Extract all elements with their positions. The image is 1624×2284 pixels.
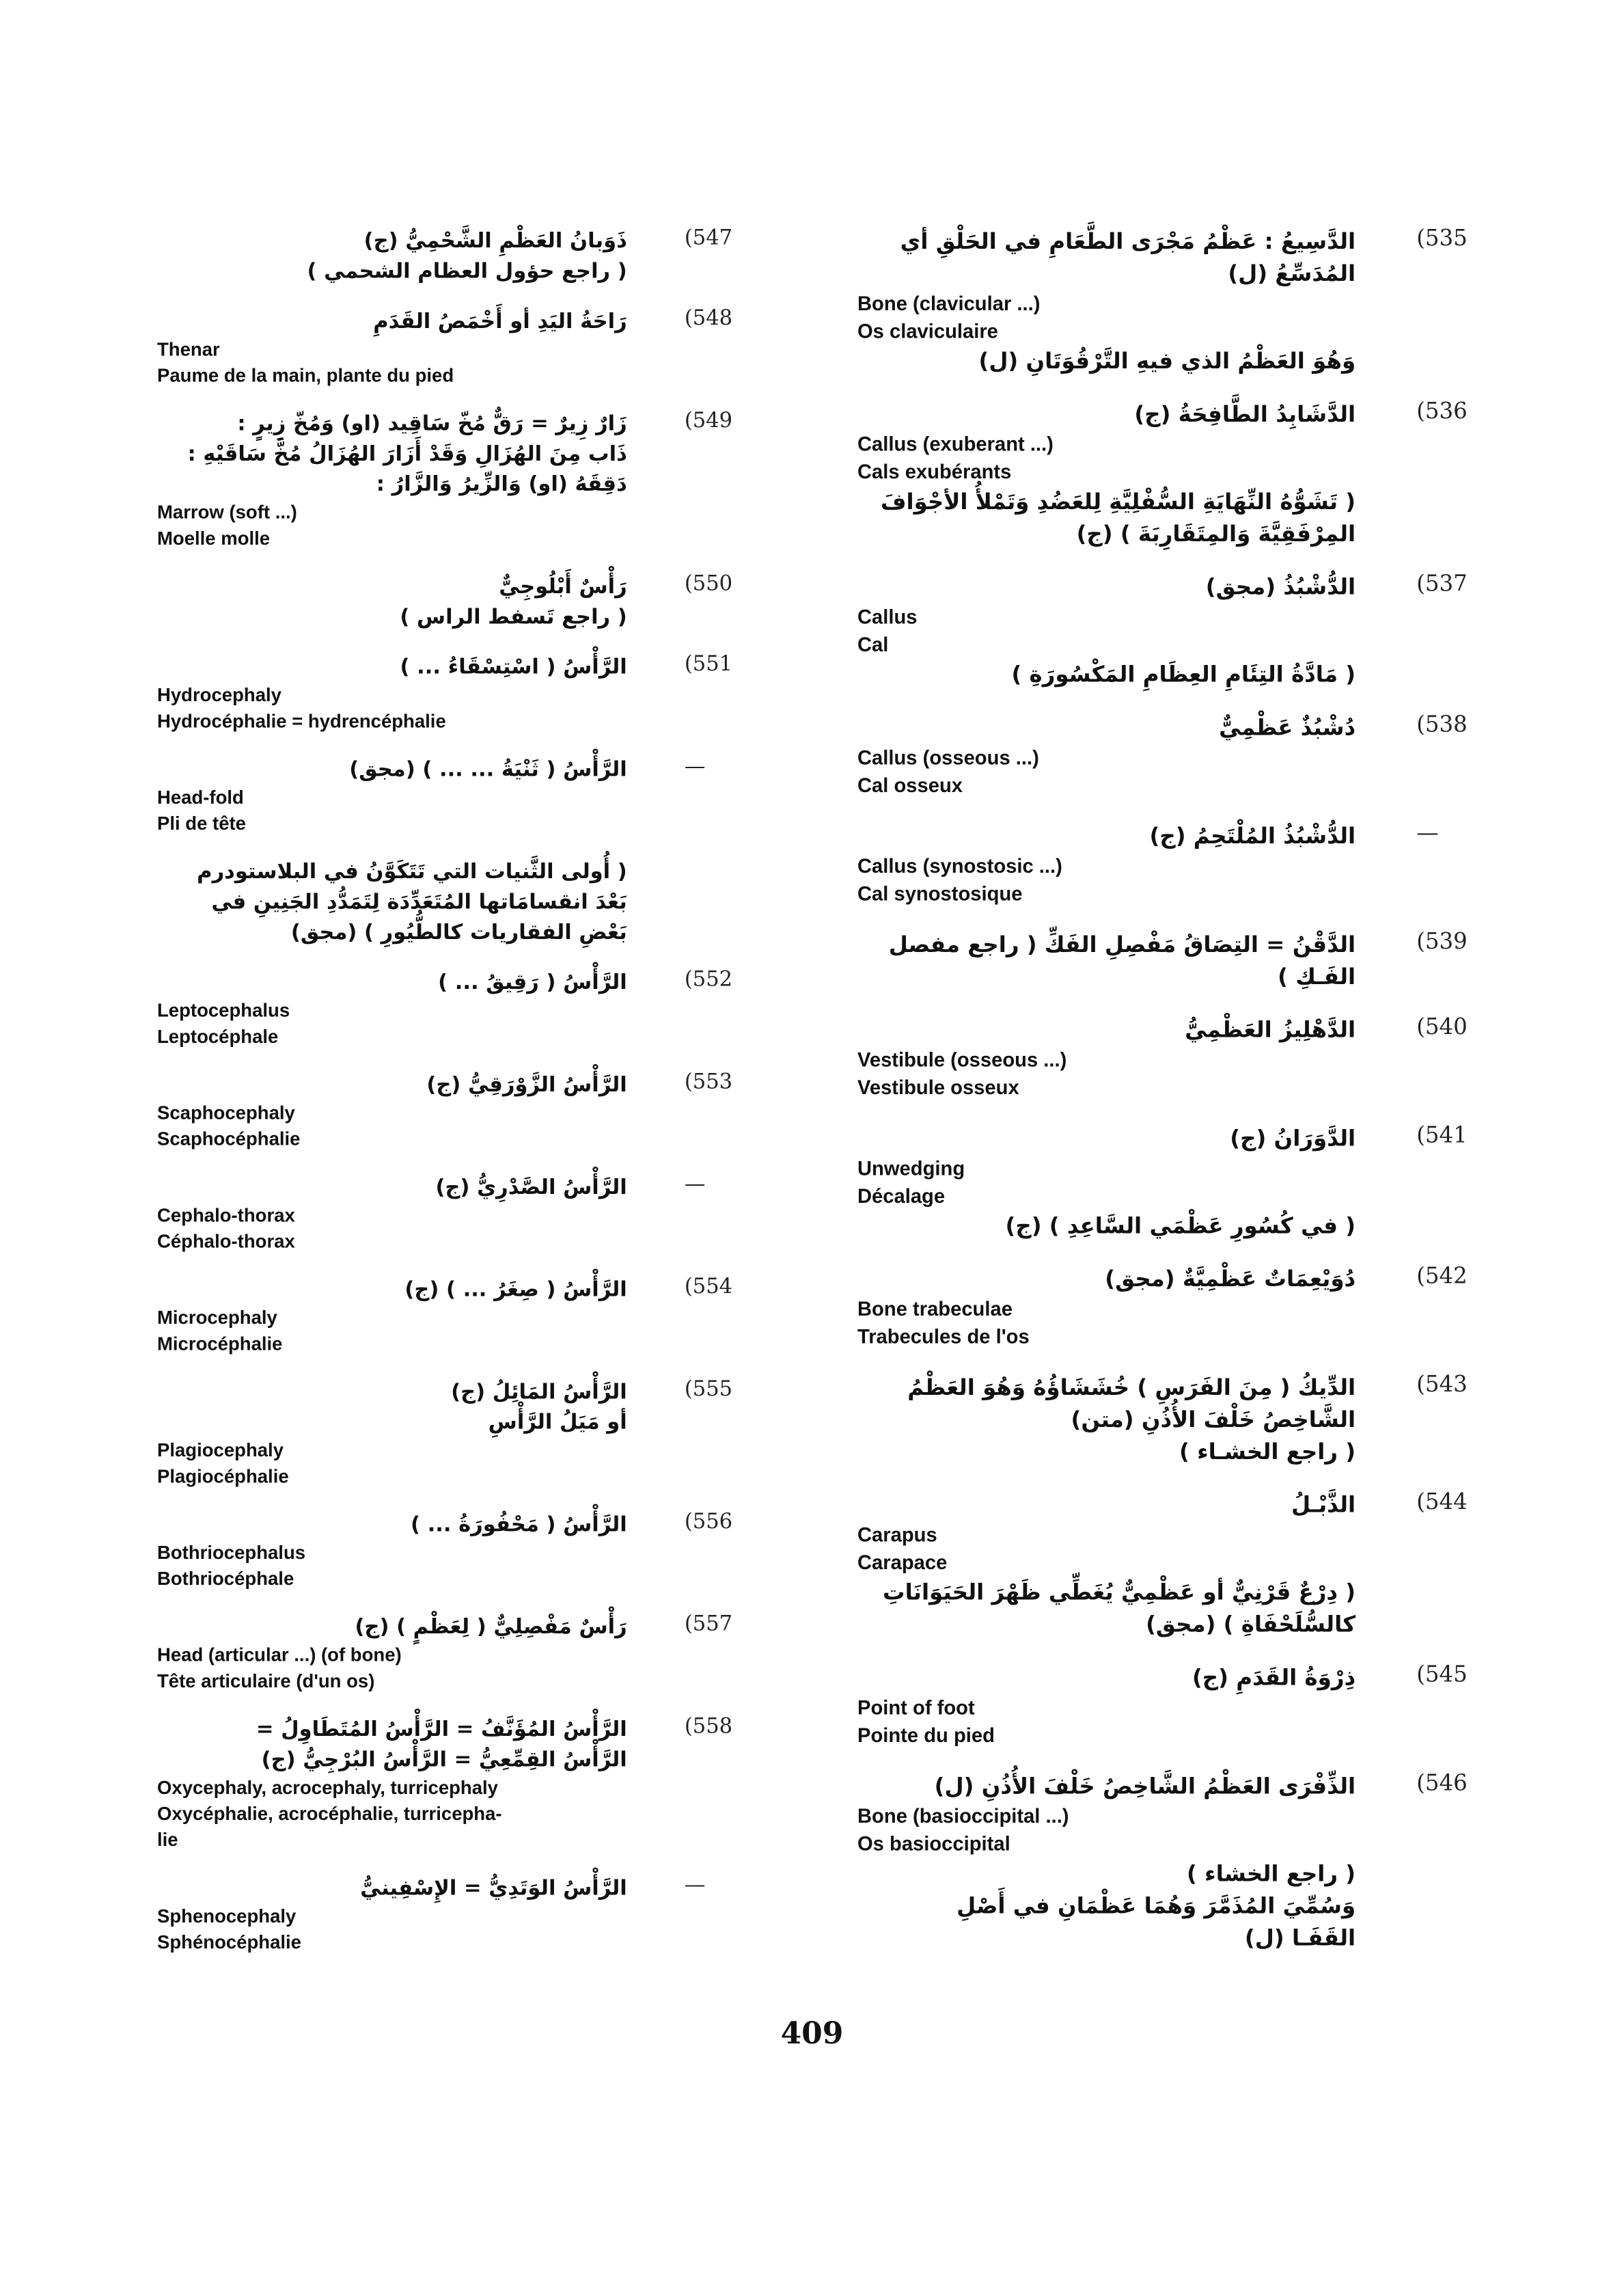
latin-term: Bothriocephalus xyxy=(157,1541,306,1564)
entry-number: (551 xyxy=(684,651,733,676)
dictionary-entry xyxy=(857,1014,1468,1102)
entry-number: (537 xyxy=(1416,571,1468,597)
dictionary-entry xyxy=(857,226,1468,377)
latin-term: Marrow (soft ...) xyxy=(157,501,297,523)
latin-term: Tête articulaire (d'un os) xyxy=(157,1670,375,1692)
arabic-term: الدَّهْلِيزُ العَظْمِيُّ xyxy=(1185,1017,1356,1043)
arabic-term: الرَّأْسُ ( اسْتِسْقَاءُ ... ) xyxy=(400,655,627,679)
latin-term: Callus (exuberant ...) xyxy=(857,432,1054,456)
arabic-note: ( مَادَّةُ التِئَامِ العِظَامِ المَكْسُورَةِ ) xyxy=(1011,662,1356,688)
arabic-term: الرَّأْسُ المُؤَنَّفُ = الرَّأْسُ المُتَطَاوِلُ = xyxy=(256,1717,627,1741)
arabic-term: الدُّشْبُذُ المُلْتَحِمُ (ج) xyxy=(1149,823,1356,849)
latin-term: lie xyxy=(157,1829,178,1851)
latin-term: Sphenocephaly xyxy=(157,1905,297,1927)
entry-number: — xyxy=(1416,820,1439,846)
arabic-term: الرَّأْسُ الزَّوْرَقِيُّ (ج) xyxy=(426,1072,627,1097)
latin-term: Bone (basioccipital ...) xyxy=(857,1804,1069,1827)
latin-term: Carapus xyxy=(857,1523,937,1547)
entry-number: (556 xyxy=(684,1509,733,1534)
dictionary-entry xyxy=(157,651,733,735)
arabic-note: ( في كُسُورِ عَظْمَي السَّاعِدِ ) (ج) xyxy=(1005,1213,1356,1239)
arabic-note: ( راجع الخشاء ) xyxy=(1187,1861,1356,1887)
latin-term: Carapace xyxy=(857,1551,948,1574)
arabic-note: ( دِرْعٌ قَرْنِيٌّ أو عَظْمِيٌّ يُغَطِّي ظَهْرَ الحَيَوَانَاتِ xyxy=(883,1579,1356,1605)
arabic-term: الرَّأْسُ ( مَحْفُورَةُ ... ) xyxy=(411,1512,627,1537)
arabic-term: الرَّأْسُ المَائِلُ (ج) xyxy=(451,1379,627,1404)
entry-number: — xyxy=(684,1171,706,1196)
arabic-term: ( راجع الخشـاء ) xyxy=(1179,1439,1356,1465)
latin-term: Microcéphalie xyxy=(157,1333,283,1355)
latin-term: Plagiocéphalie xyxy=(157,1465,289,1487)
entry-number: (558 xyxy=(684,1713,733,1739)
dictionary-entry xyxy=(857,1661,1468,1749)
arabic-term: زَارٌ زِيرٌ = رَقٌّ مُخّ سَاقِيد (او) وَمُخّ زِيرٍ : xyxy=(237,411,627,436)
latin-term: Head-fold xyxy=(157,786,244,808)
arabic-term: ذَاب مِنَ الهُزَالِ وَقَدْ أَزَارَ الهُزَالُ مُخَّ سَاقَيْهِ : xyxy=(187,441,627,466)
dictionary-entry xyxy=(157,571,733,632)
latin-term: Cephalo-thorax xyxy=(157,1204,295,1226)
dictionary-entry xyxy=(857,571,1468,691)
arabic-term: الرَّأْسُ الوَتَدِيُّ = الإِسْفِينيُّ xyxy=(360,1875,627,1900)
entry-number: (541 xyxy=(1416,1122,1468,1148)
latin-term: Bone (clavicular ...) xyxy=(857,292,1041,315)
dictionary-entry xyxy=(157,1069,733,1152)
dictionary-entry xyxy=(157,1713,733,1853)
arabic-term: الرَّأْسُ ( صِغَرُ ... ) (ج) xyxy=(404,1277,627,1302)
latin-term: Pointe du pied xyxy=(857,1724,995,1747)
entry-number: (536 xyxy=(1416,398,1468,424)
arabic-term: الدَّشَابِدُ الطَّافِحَةُ (ج) xyxy=(1134,401,1356,427)
arabic-term: المُدَسِّعُ (ل) xyxy=(1228,260,1356,287)
dictionary-entry xyxy=(157,1873,706,1955)
latin-term: Microcephaly xyxy=(157,1306,277,1329)
dictionary-entry xyxy=(857,398,1468,550)
entry-number: (547 xyxy=(684,226,733,250)
dictionary-entry xyxy=(857,1488,1468,1641)
arabic-term: بَعْدَ انقسامَاتها المُتَعَدِّدَة لِتَمَدُّدِ الجَنِينِ في xyxy=(211,890,627,914)
latin-term: Unwedging xyxy=(857,1156,965,1180)
latin-term: Décalage xyxy=(857,1184,946,1208)
latin-term: Oxycéphalie, acrocéphalie, turricepha- xyxy=(157,1802,502,1825)
dictionary-entry xyxy=(157,856,627,947)
latin-term: Point of foot xyxy=(857,1696,975,1719)
page-number: 409 xyxy=(780,2016,844,2051)
dictionary-entry xyxy=(157,1171,706,1255)
arabic-term: الدُّشْبُذُ (مجق) xyxy=(1205,574,1356,600)
latin-term: Céphalo-thorax xyxy=(157,1230,295,1252)
dictionary-entry xyxy=(857,1371,1468,1468)
entry-number: (539 xyxy=(1416,928,1468,955)
latin-term: Scaphocephaly xyxy=(157,1102,295,1124)
latin-term: Cals exubérants xyxy=(857,460,1012,483)
arabic-note: القَفَـا (ل) xyxy=(1244,1925,1356,1951)
arabic-term: الرَّأْسُ القِمِّعِيُّ = الرَّأْسُ البُرْجِيُّ (ج) xyxy=(261,1747,627,1771)
entry-number: (557 xyxy=(684,1612,733,1636)
arabic-term: الدَّقْنُ = التِصَاقُ مَفْصِلِ الفَكِّ ( راجع مفصل xyxy=(888,932,1356,957)
latin-term: Vestibule (osseous ...) xyxy=(857,1048,1067,1072)
arabic-note: وَسُمِّيَ المُذَمَّرَ وَهُمَا عَظْمَانِ في أَصْلِ xyxy=(956,1893,1356,1919)
latin-term: Os claviculaire xyxy=(857,319,998,342)
latin-term: Callus (osseous ...) xyxy=(857,746,1039,769)
arabic-term: الرَّأْسُ ( ثَنْيَةُ ... ... ) (مجق) xyxy=(349,757,627,782)
latin-term: Cal synostosique xyxy=(857,882,1023,906)
latin-term: Moelle molle xyxy=(157,527,271,549)
dictionary-entry xyxy=(157,754,706,837)
latin-term: Cal xyxy=(857,633,889,656)
dictionary-entry xyxy=(857,928,1468,993)
latin-term: Oxycephaly, acrocephaly, turricephaly xyxy=(157,1776,498,1798)
dictionary-entry xyxy=(157,226,733,286)
dictionary-entry xyxy=(857,1770,1468,1954)
entry-number: (540 xyxy=(1416,1014,1468,1039)
latin-term: Trabecules de l'os xyxy=(857,1324,1030,1348)
arabic-term: الذِّفْرَى العَظْمُ الشَّاخِصُ خَلْفَ الأُذُنِ (ل) xyxy=(934,1773,1356,1799)
latin-term: Pli de tête xyxy=(157,812,246,834)
latin-term: Callus (synostosic ...) xyxy=(857,854,1062,878)
arabic-term: ( أُولى الثَّنيات التي تَتَكَوَّنُ في البلاستودرم xyxy=(197,859,627,884)
arabic-term: الدِّيكُ ( مِنَ الفَرَسِ ) خُشَشَاؤُهُ وَهُوَ العَظْمُ xyxy=(907,1374,1356,1401)
entry-number: (555 xyxy=(684,1376,733,1401)
arabic-term: ( راجع حؤول العظام الشحمي ) xyxy=(307,258,627,284)
dictionary-entry xyxy=(857,1263,1468,1350)
arabic-note: وَهُوَ العَظْمُ الذي فيهِ التَّرْقُوَتَانِ (ل) xyxy=(978,348,1356,375)
arabic-note: كالسُّلَحْفَاةِ ) (مجق) xyxy=(1146,1612,1356,1637)
latin-term: Cal osseux xyxy=(857,774,963,797)
arabic-term: ( راجع تَسفط الراس ) xyxy=(400,604,627,629)
latin-term: Bothriocéphale xyxy=(157,1567,294,1590)
latin-term: Paume de la main, plante du pied xyxy=(157,364,454,386)
entry-number: (535 xyxy=(1416,226,1468,251)
dictionary-entry xyxy=(857,711,1468,799)
dictionary-entry xyxy=(157,408,733,551)
arabic-term: الدَّوَرَانُ (ج) xyxy=(1230,1126,1356,1152)
latin-term: Os basioccipital xyxy=(857,1832,1010,1855)
dictionary-entry xyxy=(157,1376,733,1489)
latin-term: Plagiocephaly xyxy=(157,1439,284,1461)
arabic-term: ذِرْوَةُ القَدَمِ (ج) xyxy=(1192,1665,1356,1691)
right-column xyxy=(857,226,1468,1975)
arabic-term: دُشْبُذٌ عَظْمِيٌّ xyxy=(1219,715,1356,741)
entry-number: (546 xyxy=(1416,1770,1468,1796)
arabic-term: دُوَيْعِمَاتٌ عَظْمِيَّةٌ (مجق) xyxy=(1105,1266,1356,1292)
latin-term: Sphénocéphalie xyxy=(157,1931,301,1953)
dictionary-entry xyxy=(157,1274,733,1357)
arabic-note: ( تَشَوُّهُ النِّهَايَةِ السُّفْلِيَّةِ لِلعَضُدِ وَتَمْلأُ الأجْوَافَ xyxy=(880,489,1356,515)
latin-term: Hydrocephaly xyxy=(157,683,281,706)
entry-number: (542 xyxy=(1416,1263,1468,1289)
arabic-term: الشَّاخِصُ خَلْفَ الأُذُنِ (متن) xyxy=(1071,1406,1356,1433)
entry-number: (549 xyxy=(684,408,733,433)
arabic-note: المِرْفَقِيَّةَ وَالمِتَقَارِبَةَ ) (ج) xyxy=(1076,521,1356,547)
arabic-term: بَعْضِ الفقاريات كالطُّيُورِ ) (مجق) xyxy=(290,920,627,944)
dictionary-entry xyxy=(857,820,1439,908)
entry-number: (552 xyxy=(684,967,733,992)
arabic-term: ذَوَبانُ العَظْمِ الشَّحْمِيُّ (ج) xyxy=(363,228,627,253)
entry-number: — xyxy=(684,1873,706,1897)
arabic-term: رَأْسٌ مَفْصِلِيٌّ ( لِعَظْمٍ ) (ج) xyxy=(355,1614,627,1639)
entry-number: — xyxy=(684,754,706,778)
entry-number: (550 xyxy=(684,571,733,596)
arabic-term: الدَّسِيعُ : عَظْمُ مَجْرَى الطَّعَامِ في الحَلْقِ أي xyxy=(900,228,1356,255)
latin-term: Bone trabeculae xyxy=(857,1297,1013,1320)
latin-term: Leptocephalus xyxy=(157,999,290,1021)
dictionary-entry xyxy=(157,1509,733,1592)
latin-term: Hydrocéphalie = hydrencéphalie xyxy=(157,710,446,732)
latin-term: Vestibule osseux xyxy=(857,1076,1019,1099)
arabic-term: رَاحَةُ اليَدِ أو أَخْمَصُ القَدَمِ xyxy=(373,309,627,334)
entry-number: (544 xyxy=(1416,1488,1468,1514)
dictionary-entry xyxy=(157,1612,733,1694)
entry-number: (545 xyxy=(1416,1661,1468,1687)
entry-number: (538 xyxy=(1416,711,1468,737)
arabic-term: الرَّأْسُ ( رَقِيقُ ... ) xyxy=(438,970,627,994)
entry-number: (548 xyxy=(684,305,733,330)
arabic-term: الفَـكِ ) xyxy=(1278,964,1356,990)
arabic-term: الرَّأْسُ الصَّدْرِيُّ (ج) xyxy=(435,1175,627,1199)
latin-term: Scaphocéphalie xyxy=(157,1128,301,1150)
latin-term: Head (articular ...) (of bone) xyxy=(157,1644,402,1666)
arabic-term: الذَّبْـلُ xyxy=(1291,1492,1356,1518)
entry-number: (553 xyxy=(684,1069,733,1094)
dictionary-entry xyxy=(157,305,733,389)
arabic-term: أو مَيَلُ الرَّأْسِ xyxy=(488,1410,627,1435)
entry-number: (554 xyxy=(684,1274,733,1299)
latin-term: Leptocéphale xyxy=(157,1025,279,1048)
arabic-term: رَأْسٌ أَبْلُوجِيٌّ xyxy=(499,574,627,599)
left-column xyxy=(157,226,733,1975)
arabic-term: دَقِقَهُ (او) وَالزِّيرُ وَالزَّارُ : xyxy=(376,472,627,496)
latin-term: Thenar xyxy=(157,338,220,360)
latin-term: Callus xyxy=(857,605,918,628)
dictionary-entry xyxy=(857,1122,1468,1242)
dictionary-entry xyxy=(157,967,733,1050)
entry-number: (543 xyxy=(1416,1371,1468,1398)
